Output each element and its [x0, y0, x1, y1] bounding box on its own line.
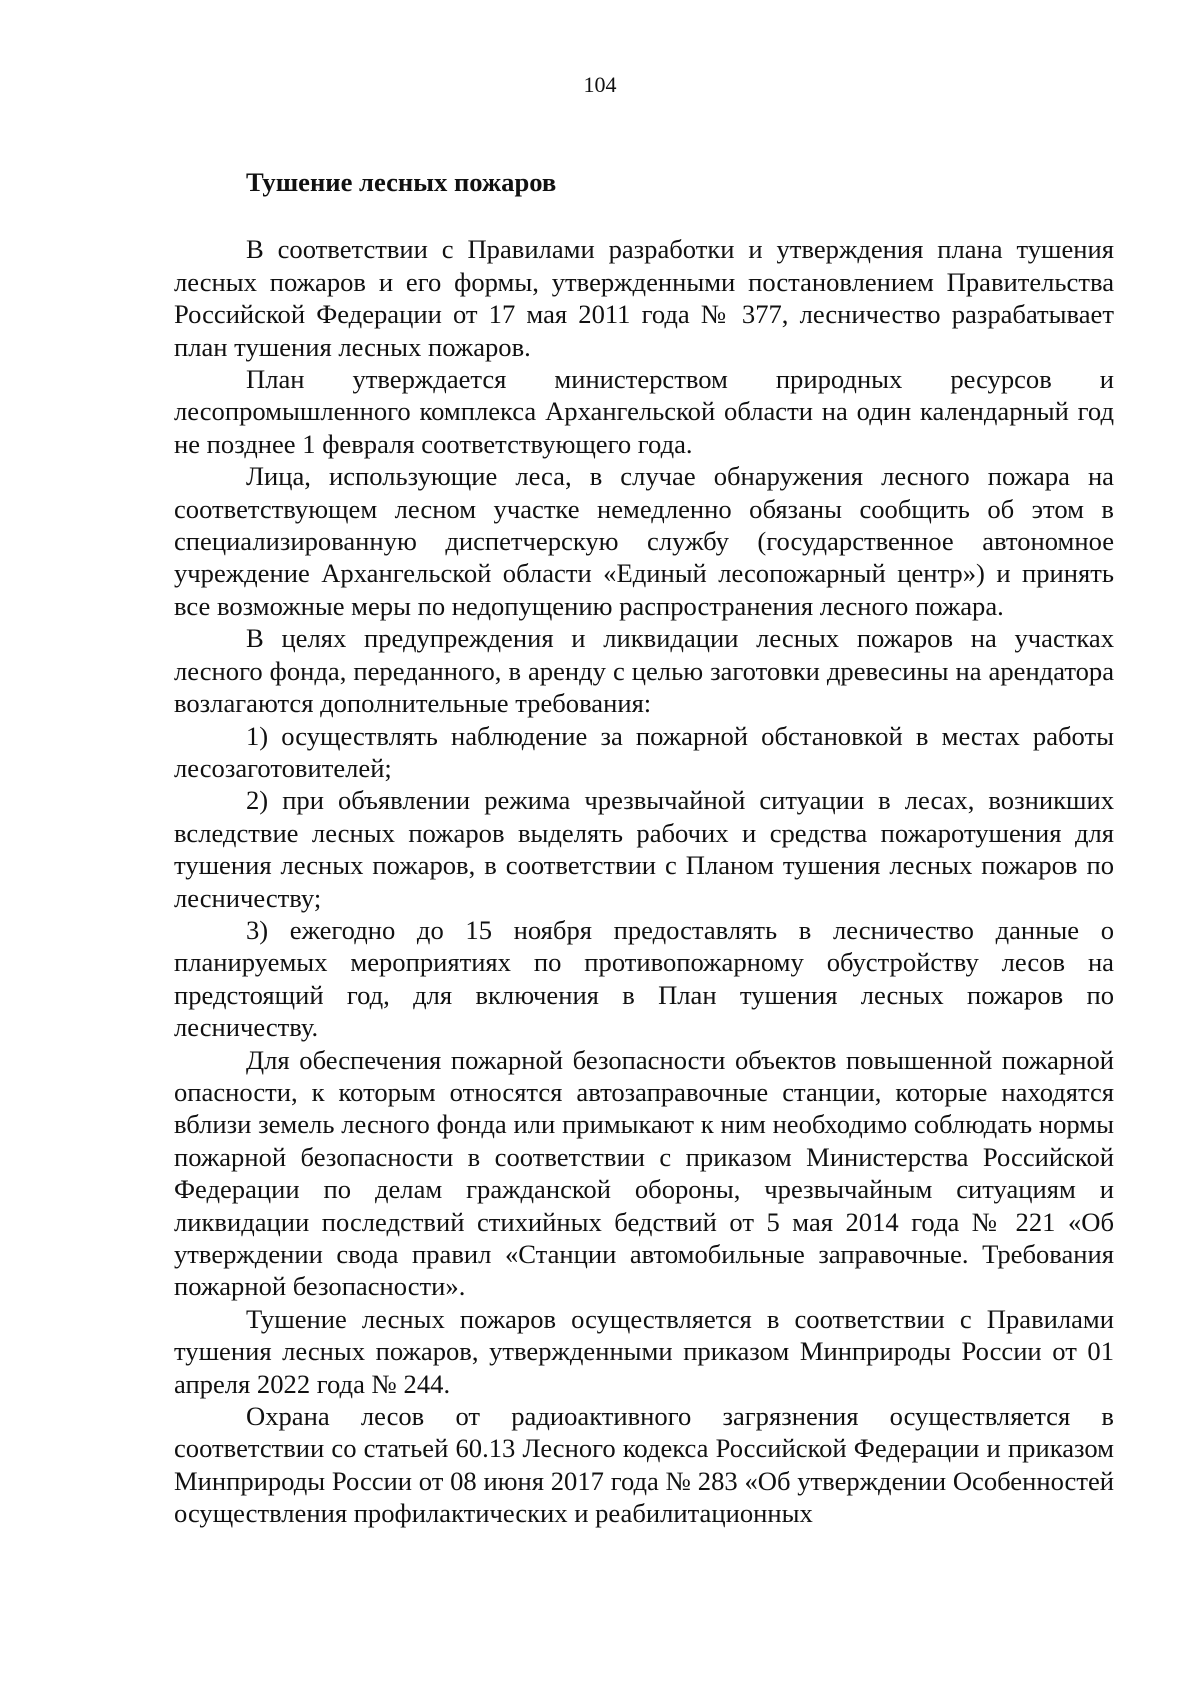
- paragraph-plan-rules: В соответствии с Правилами разработки и утверждения плана тушения лесных пожаров и его формы, утвержденными постановлением Правительства Российской Федерации от 17 мая 2011 года № 377, лесничество разрабатывает план тушения лесных пожаров.: [174, 234, 1114, 362]
- paragraph-fire-reporting: Лица, использующие леса, в случае обнаружения лесного пожара на соответствующем лесном участке немедленно обязаны сообщить об этом в специализированную диспетчерскую службу (государственное автономное учреждение Архангельской области «Единый лесопожарный центр») и принять все возможные меры по недопущению распространения лесного пожара.: [174, 461, 1114, 621]
- section-heading: Тушение лесных пожаров: [246, 167, 557, 197]
- paragraph-gas-stations: Для обеспечения пожарной безопасности объектов повышенной пожарной опасности, к которым относятся автозаправочные станции, которые находятся вблизи земель лесного фонда или примыкают к ним необходимо соблюдать нормы пожарной безопасности в соответствии с приказом Министерства Российской Федерации по делам гражданской обороны, чрезвычайным ситуациям и ликвидации последствий стихийных бедствий от 5 мая 2014 года № 221 «Об утверждении свода правил «Станции автомобильные заправочные. Требования пожарной безопасности».: [174, 1044, 1114, 1302]
- list-item-2: 2) при объявлении режима чрезвычайной ситуации в лесах, возникших вследствие лесных пожаров выделять рабочих и средства пожаротушения для тушения лесных пожаров, в соответствии с Планом тушения лесных пожаров по лесничеству;: [174, 785, 1114, 913]
- paragraph-plan-approval: План утверждается министерством природных ресурсов и лесопромышленного комплекса Архангельской области на один календарный год не позднее 1 февраля соответствующего года.: [174, 364, 1114, 459]
- paragraph-tenant-requirements: В целях предупреждения и ликвидации лесных пожаров на участках лесного фонда, переданного, в аренду с целью заготовки древесины на арендатора возлагаются дополнительные требования:: [174, 623, 1114, 719]
- paragraph-radioactive-protection: Охрана лесов от радиоактивного загрязнения осуществляется в соответствии со статьей 60.13 Лесного кодекса Российской Федерации и приказом Минприроды России от 08 июня 2017 года № 283 «Об утверждении Особенностей осуществления профилактических и реабилитационных: [174, 1401, 1114, 1529]
- page-number: 104: [583, 72, 617, 97]
- list-item-1: 1) осуществлять наблюдение за пожарной обстановкой в местах работы лесозаготовителей;: [174, 720, 1114, 783]
- paragraph-firefighting-rules: Тушение лесных пожаров осуществляется в соответствии с Правилами тушения лесных пожаров, утвержденными приказом Минприроды России от 01 апреля 2022 года № 244.: [174, 1303, 1114, 1399]
- list-item-3: 3) ежегодно до 15 ноября предоставлять в лесничество данные о планируемых мероприятиях по противопожарному обустройству лесов на предстоящий год, для включения в План тушения лесных пожаров по лесничеству.: [174, 914, 1114, 1043]
- page-body: [174, 166, 1114, 1530]
